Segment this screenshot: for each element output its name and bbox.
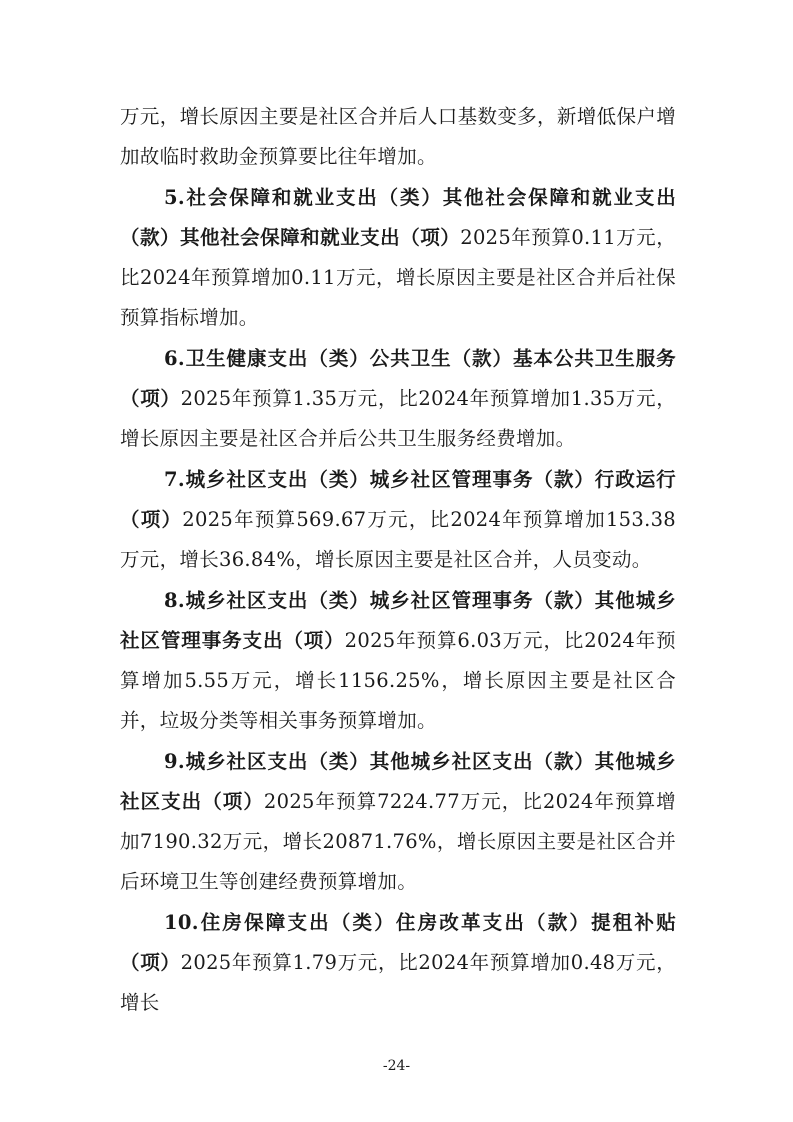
paragraph-item-10	[120, 903, 676, 1023]
paragraph-continuation	[120, 97, 676, 177]
paragraph-item-6	[120, 339, 676, 459]
paragraph-text: 2025年预算7224.77万元，比2024年预算增加7190.32万元，增长20871.76%，增长原因主要是社区合并后环境卫生等创建经费预算增加。	[120, 790, 676, 893]
paragraph-lead: 7.城乡社区支出（类）城乡社区管理事务（款）行政运行（项）	[120, 468, 676, 531]
paragraph-lead: 5.社会保障和就业支出（类）其他社会保障和就业支出（款）其他社会保障和就业支出（项）	[120, 186, 676, 249]
paragraph-text: 2025年预算6.03万元，比2024年预算增加5.55万元，增长1156.25%，增长原因主要是社区合并，垃圾分类等相关事务预算增加。	[120, 629, 676, 732]
paragraph-lead: 8.城乡社区支出（类）城乡社区管理事务（款）其他城乡社区管理事务支出（项）	[120, 589, 676, 652]
paragraph-text: 2025年预算1.79万元，比2024年预算增加0.48万元，增长	[120, 951, 677, 1014]
paragraph-lead: 6.卫生健康支出（类）公共卫生（款）基本公共卫生服务（项）	[120, 347, 676, 410]
paragraph-text: 万元，增长原因主要是社区合并后人口基数变多，新增低保户增加故临时救助金预算要比往年增加。	[120, 105, 676, 168]
body-text	[120, 97, 676, 1023]
paragraph-item-9	[120, 742, 676, 902]
paragraph-lead: 10.住房保障支出（类）住房改革支出（款）提租补贴（项）	[120, 911, 676, 974]
paragraph-text: 2025年预算1.35万元，比2024年预算增加1.35万元，增长原因主要是社区合并后公共卫生服务经费增加。	[120, 387, 677, 450]
page-number: -24-	[382, 1058, 411, 1074]
paragraph-item-5	[120, 178, 676, 338]
paragraph-item-8	[120, 581, 676, 741]
paragraph-text: 2025年预算0.11万元，比2024年预算增加0.11万元，增长原因主要是社区合并后社保预算指标增加。	[120, 226, 676, 329]
paragraph-lead: 9.城乡社区支出（类）其他城乡社区支出（款）其他城乡社区支出（项）	[120, 750, 676, 813]
paragraph-item-7	[120, 460, 676, 580]
paragraph-text: 2025年预算569.67万元，比2024年预算增加153.38万元，增长36.84%，增长原因主要是社区合并，人员变动。	[120, 508, 676, 571]
